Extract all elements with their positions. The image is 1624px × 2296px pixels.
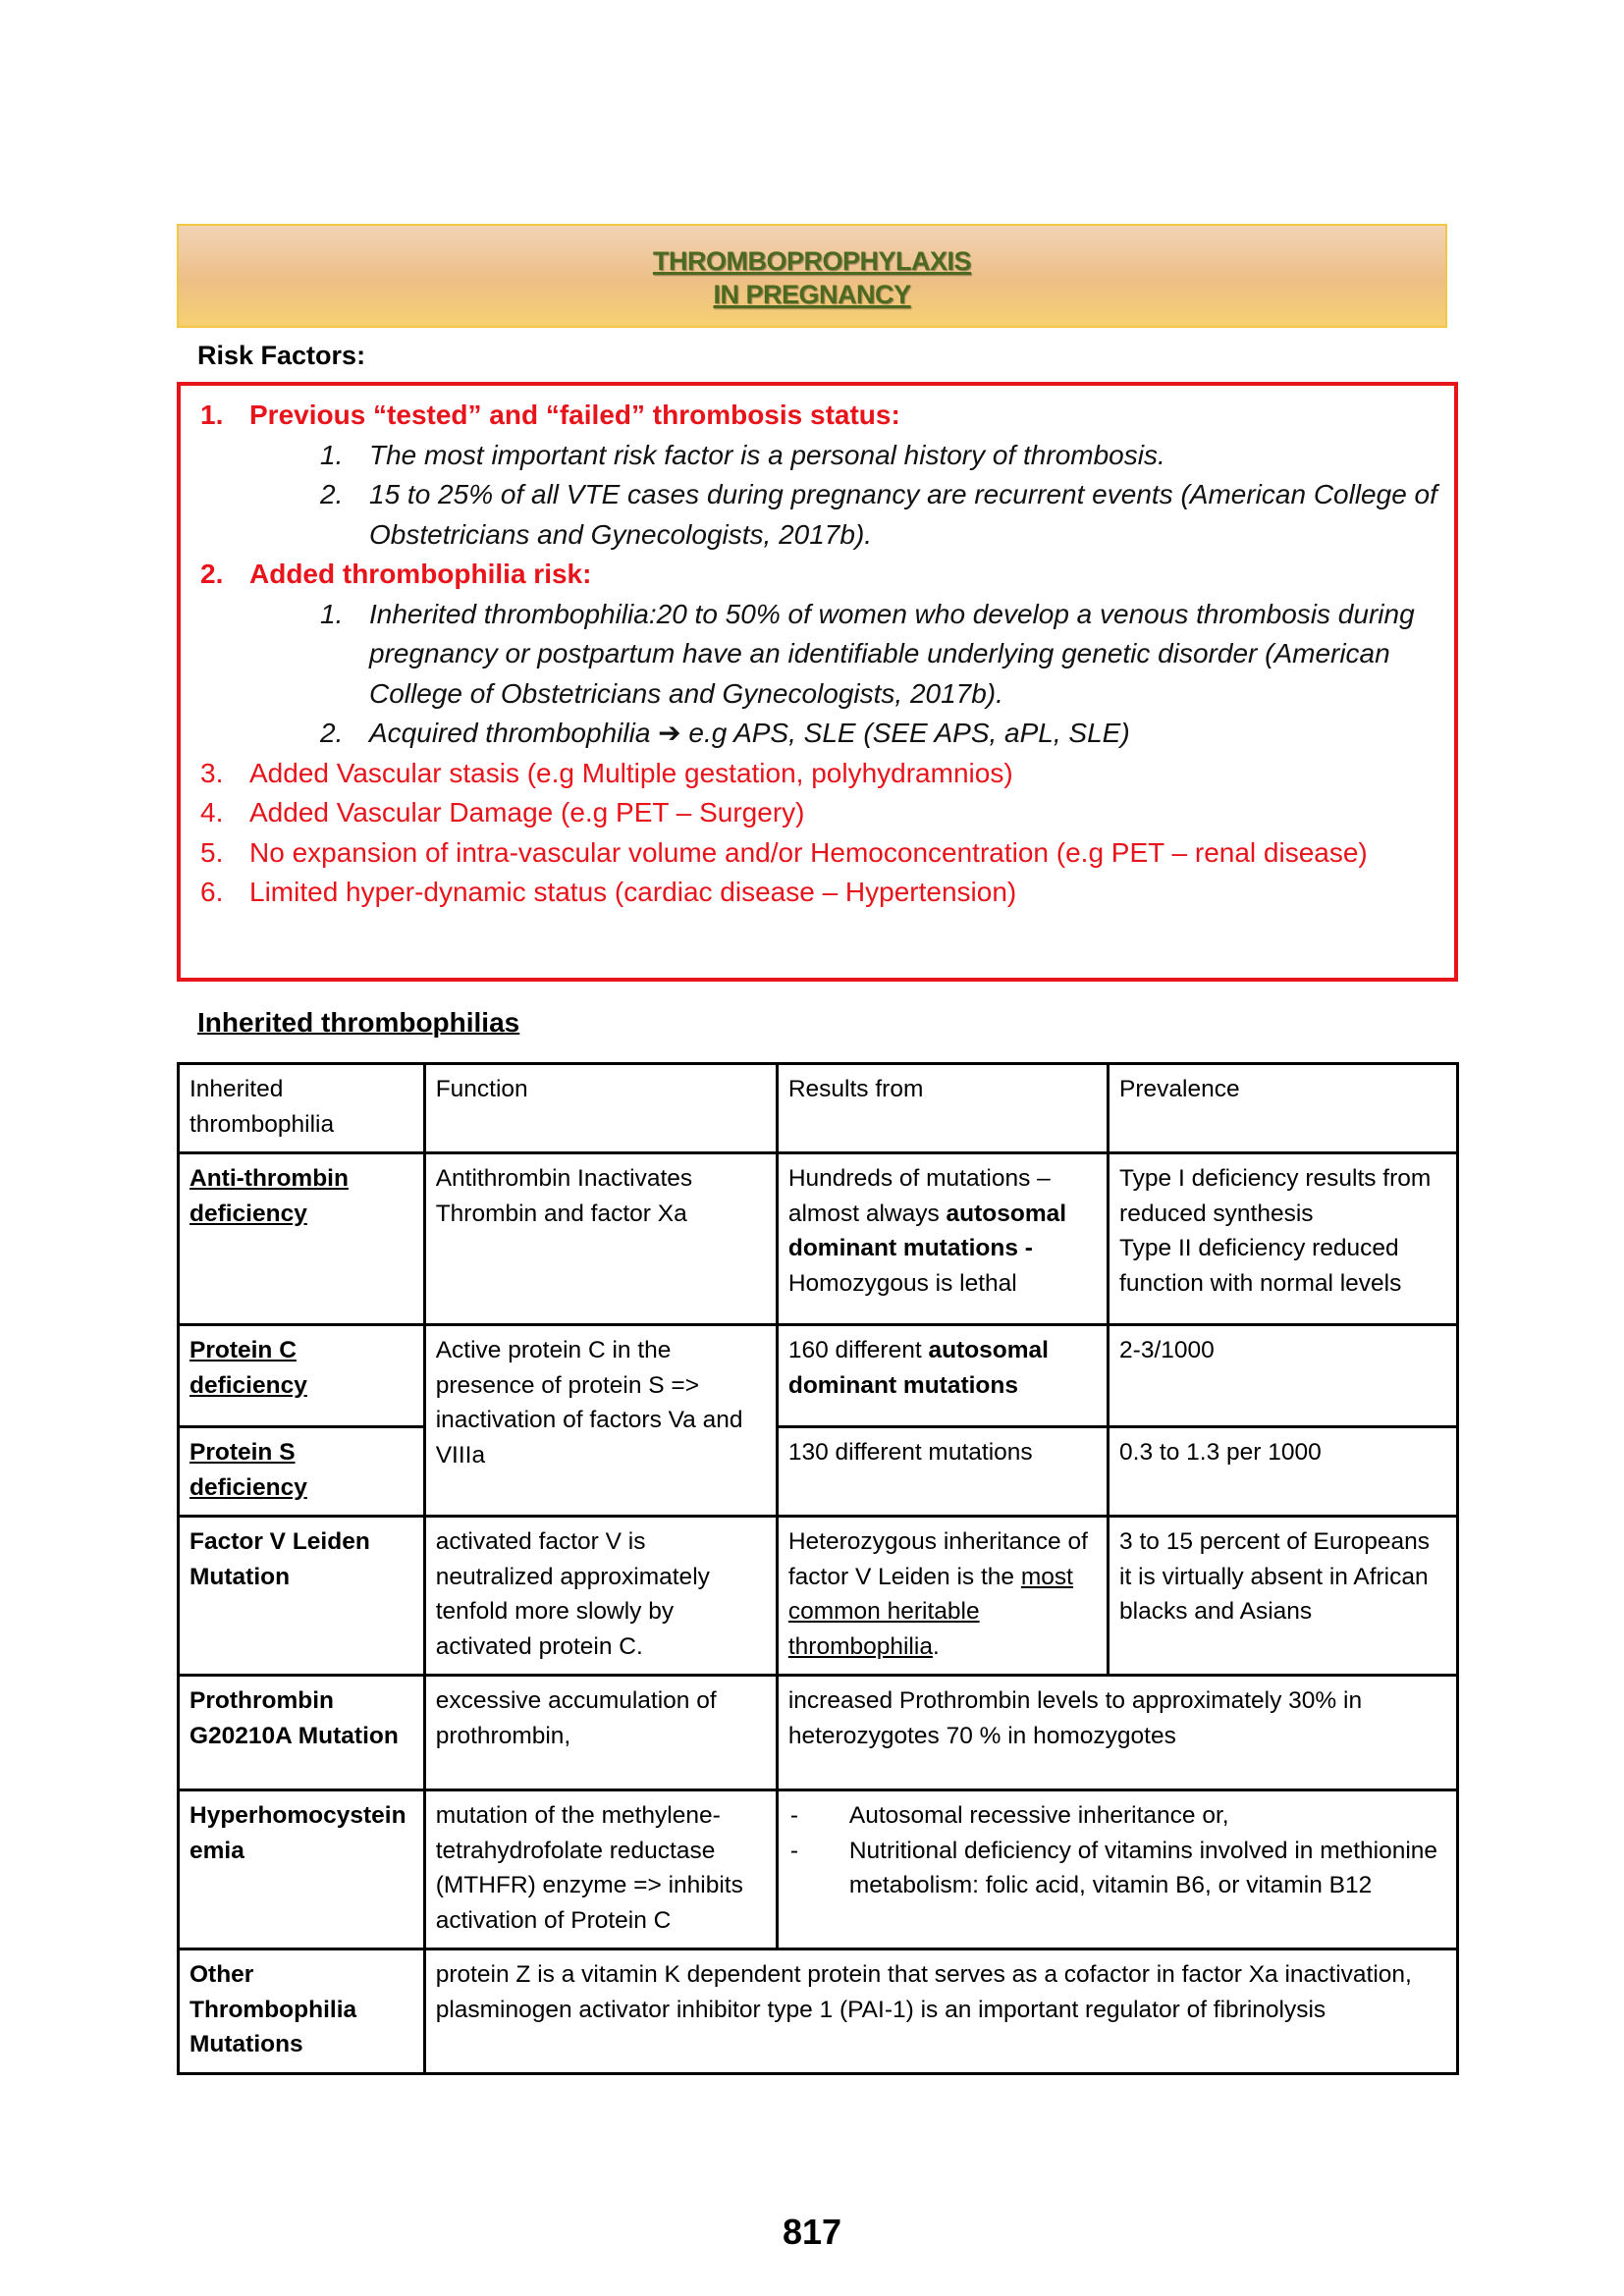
risk-item-5: 5. No expansion of intra-vascular volume and/or Hemoconcentration (e.g PET – renal disease) bbox=[200, 836, 1368, 868]
sub-item: 1. Inherited thrombophilia:20 to 50% of women who develop a venous thrombosis during pregnancy or postpartum have an identifiable underlying genetic disorder (American College of Obstetricians and Gynecologists, 2017b). bbox=[320, 598, 1415, 709]
prevalence-cell: 2-3/1000 bbox=[1109, 1325, 1458, 1427]
risk-item-2: 2. Added thrombophilia risk: 1. Inherited thrombophilia:20 to 50% of women who develop a venous thrombosis during pregnancy or postpartum have an identifiable underlying genetic disorder (American College of Obstetricians and Gynecologists, 2017b). 2. Acquired thrombophilia ➔ e.g APS, SLE (SEE APS, aPL, SLE) bbox=[200, 555, 1437, 754]
function-cell: Active protein C in the presence of protein S => inactivation of factors Va and VIIIa bbox=[424, 1325, 777, 1517]
table-row bbox=[179, 1790, 1458, 1949]
table-row bbox=[179, 1949, 1458, 2074]
table-header-row bbox=[179, 1064, 1458, 1153]
table-row bbox=[179, 1153, 1458, 1325]
header-cell: Prevalence bbox=[1109, 1064, 1458, 1153]
prevalence-cell: 0.3 to 1.3 per 1000 bbox=[1109, 1427, 1458, 1517]
risk-factors-list bbox=[200, 396, 1437, 913]
inherited-thrombophilias-title: Inherited thrombophilias bbox=[197, 1007, 520, 1038]
title-banner bbox=[177, 224, 1447, 328]
table-row bbox=[179, 1427, 1458, 1517]
results-cell: Hundreds of mutations – almost always autosomal dominant mutations - Homozygous is lethal bbox=[777, 1153, 1108, 1325]
risk-item-1-sublist bbox=[249, 436, 1437, 556]
results-cell bbox=[777, 1790, 1457, 1949]
table-row bbox=[179, 1325, 1458, 1427]
list-item: - Nutritional deficiency of vitamins involved in methionine metabolism: folic acid, vitamin B6, or vitamin B12 bbox=[789, 1837, 1438, 1898]
risk-item-text: Previous “tested” and “failed” thrombosis status: bbox=[249, 400, 900, 430]
row-name: Anti-thrombin deficiency bbox=[189, 1165, 349, 1227]
header-cell: Function bbox=[424, 1064, 777, 1153]
results-cell: 130 different mutations bbox=[777, 1427, 1108, 1517]
function-cell: excessive accumulation of prothrombin, bbox=[424, 1676, 777, 1790]
risk-item-1: 1. Previous “tested” and “failed” thrombosis status: 1. The most important risk factor is a personal history of thrombosis. 2. 15 to 25% of all VTE cases during pregnancy are recurrent events (American College of Obstetricians and Gynecologists, 2017b). bbox=[200, 396, 1437, 555]
risk-item-4: 4. Added Vascular Damage (e.g PET – Surgery) bbox=[200, 797, 805, 828]
row-name: Protein C deficiency bbox=[189, 1337, 307, 1399]
row-name: Prothrombin G20210A Mutation bbox=[179, 1676, 425, 1790]
risk-item-6: 6. Limited hyper-dynamic status (cardiac disease – Hypertension) bbox=[200, 877, 1017, 907]
table-row bbox=[179, 1676, 1458, 1790]
risk-factors-box bbox=[177, 382, 1458, 982]
results-cell: 160 different autosomal dominant mutations bbox=[777, 1325, 1108, 1427]
header-cell: Results from bbox=[777, 1064, 1108, 1153]
description-cell: protein Z is a vitamin K dependent protein that serves as a cofactor in factor Xa inactivation, plasminogen activator inhibitor type 1 (PAI-1) is an important regulator of fibrinolysis bbox=[424, 1949, 1457, 2074]
page-number: 817 bbox=[782, 2212, 842, 2252]
prevalence-cell: Type I deficiency results from reduced synthesis Type II deficiency reduced function with normal levels bbox=[1109, 1153, 1458, 1325]
risk-factors-label: Risk Factors: bbox=[197, 341, 366, 370]
row-name: Other Thrombophilia Mutations bbox=[179, 1949, 425, 2074]
title-line-1: THROMBOPROPHYLAXIS bbox=[652, 246, 972, 276]
function-cell: mutation of the methylene-tetrahydrofolate reductase (MTHFR) enzyme => inhibits activation of Protein C bbox=[424, 1790, 777, 1949]
arrow-right-icon: ➔ bbox=[658, 718, 681, 748]
risk-item-3: 3. Added Vascular stasis (e.g Multiple gestation, polyhydramnios) bbox=[200, 757, 1013, 788]
results-cell: increased Prothrombin levels to approximately 30% in heterozygotes 70 % in homozygotes bbox=[777, 1676, 1457, 1790]
sub-item: 2. Acquired thrombophilia ➔ e.g APS, SLE (SEE APS, aPL, SLE) bbox=[320, 718, 1130, 748]
row-name: Factor V Leiden Mutation bbox=[179, 1517, 425, 1676]
function-cell: Antithrombin Inactivates Thrombin and factor Xa bbox=[424, 1153, 777, 1325]
risk-item-text: Added thrombophilia risk: bbox=[249, 559, 592, 589]
table-row bbox=[179, 1517, 1458, 1676]
row-name: Hyperhomocysteinemia bbox=[179, 1790, 425, 1949]
header-cell: Inherited thrombophilia bbox=[179, 1064, 425, 1153]
title-line-2: IN PREGNANCY bbox=[713, 280, 911, 309]
row-name: Protein S deficiency bbox=[189, 1439, 307, 1501]
function-cell: activated factor V is neutralized approximately tenfold more slowly by activated protein C. bbox=[424, 1517, 777, 1676]
sub-item: 1. The most important risk factor is a personal history of thrombosis. bbox=[320, 439, 1165, 470]
list-item: - Autosomal recessive inheritance or, bbox=[789, 1802, 1229, 1829]
inherited-thrombophilias-table bbox=[177, 1062, 1459, 2075]
sub-item: 2. 15 to 25% of all VTE cases during pregnancy are recurrent events (American College of Obstetricians and Gynecologists, 2017b). bbox=[320, 479, 1437, 550]
risk-item-2-sublist bbox=[249, 595, 1437, 754]
prevalence-cell: 3 to 15 percent of Europeans it is virtually absent in African blacks and Asians bbox=[1109, 1517, 1458, 1676]
results-cell: Heterozygous inheritance of factor V Leiden is the most common heritable thrombophilia. bbox=[777, 1517, 1108, 1676]
